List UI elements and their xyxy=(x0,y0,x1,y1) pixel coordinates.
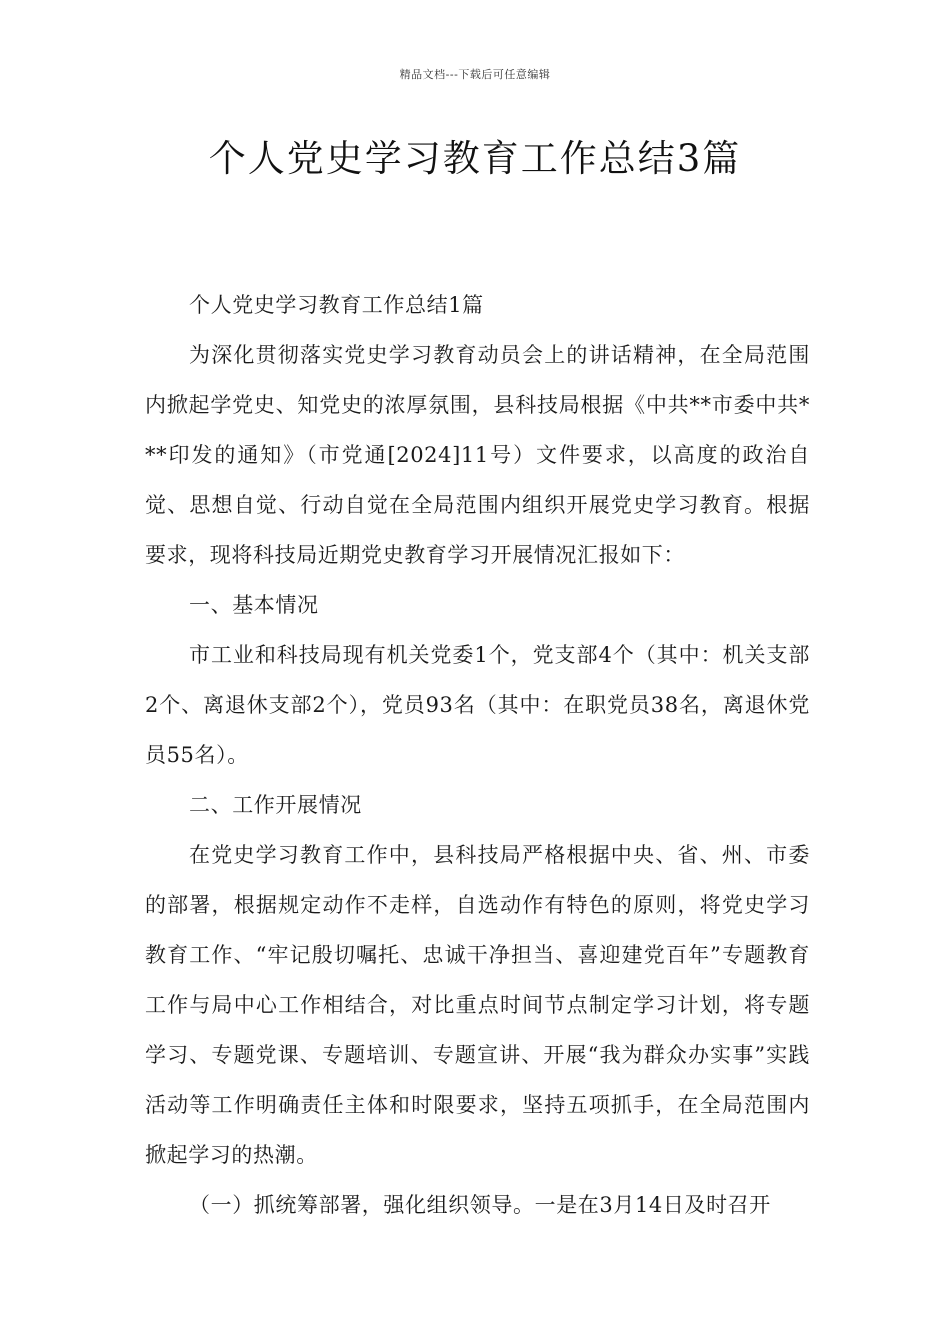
heading-work-progress: 二、工作开展情况 xyxy=(189,793,362,817)
section-title: 个人党史学习教育工作总结1篇 xyxy=(189,293,484,317)
work-progress-paragraph: 在党史学习教育工作中，县科技局严格根据中央、省、州、市委的部署，根据规定动作不走样，自选动作有特色的原则，将党史学习教育工作、“牢记殷切嘱托、忠诚干净担当、喜迎建党百年”专题教育工作与局中心工作相结合，对比重点时间节点制定学习计划，将专题学习、专题党课、专题培训、专题宣讲、开展“我为群众办实事”实践活动等工作明确责任主体和时限要求，坚持五项抓手，在全局范围内掀起学习的热潮。 xyxy=(145,843,810,1167)
document-body xyxy=(145,280,810,1230)
heading-basic-situation: 一、基本情况 xyxy=(189,593,319,617)
intro-paragraph: 为深化贯彻落实党史学习教育动员会上的讲话精神，在全局范围内掀起学党史、知党史的浓厚氛围，县科技局根据《中共**市委中共***印发的通知》（市党通[2024]11号）文件要求，以高度的政治自觉、思想自觉、行动自觉在全局范围内组织开展党史学习教育。根据要求，现将科技局近期党史教育学习开展情况汇报如下： xyxy=(145,343,810,567)
basic-situation-paragraph: 市工业和科技局现有机关党委1个，党支部4个（其中：机关支部2个、离退休支部2个），党员93名（其中：在职党员38名，离退休党员55名）。 xyxy=(145,643,810,767)
subsection-paragraph: （一）抓统筹部署，强化组织领导。一是在3月14日及时召开 xyxy=(189,1193,771,1217)
header-note: 精品文档---下载后可任意编辑 xyxy=(399,68,551,81)
document-title: 个人党史学习教育工作总结3篇 xyxy=(208,137,742,180)
